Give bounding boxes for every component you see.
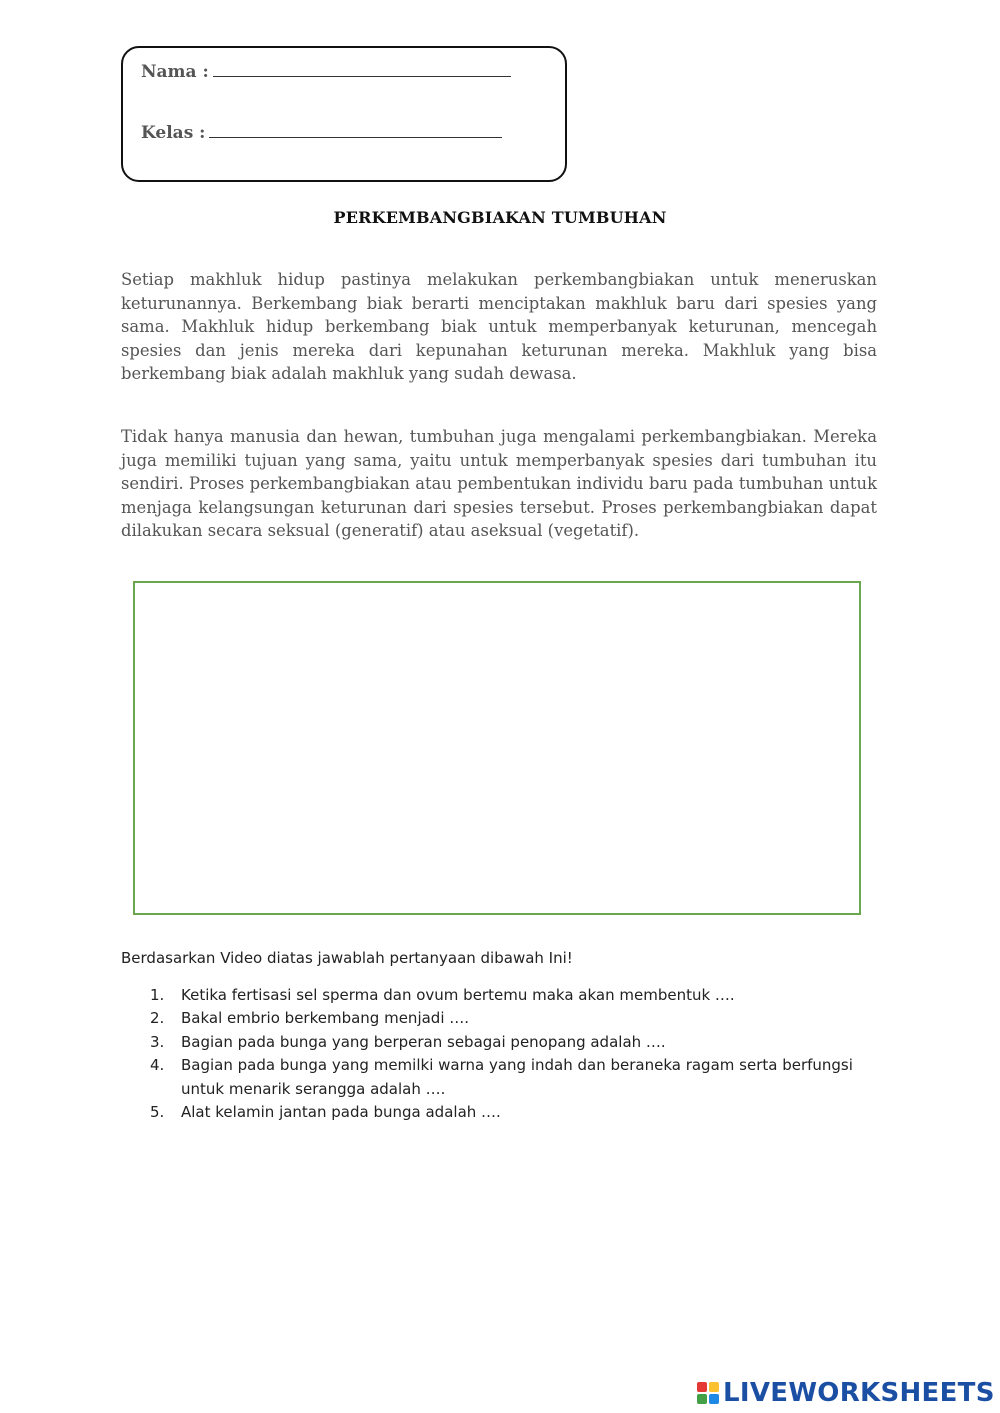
logo-square: [697, 1382, 707, 1392]
intro-paragraph-2: Tidak hanya manusia dan hewan, tumbuhan juga mengalami perkembangbiakan. Mereka juga memiliki tujuan yang sama, yaitu untuk memperbanyak spesies dari tumbuhan itu sendiri. Proses perkembangbiakan atau pembentukan individu baru pada tumbuhan untuk menjaga kelangsungan keturunan dari spesies tersebut. Proses perkembangbiakan dapat dilakukan secara seksual (generatif) atau aseksual (vegetatif).: [121, 427, 877, 541]
question-text: Ketika fertisasi sel sperma dan ovum bertemu maka akan membentuk ….: [181, 986, 735, 1004]
question-text: Bagian pada bunga yang memilki warna yang indah dan beraneka ragam serta berfungsi untuk menarik serangga adalah ….: [181, 1056, 853, 1098]
instruction-text: Berdasarkan Video diatas jawablah pertanyaan dibawah Ini!: [121, 949, 573, 967]
intro-paragraph-1: Setiap makhluk hidup pastinya melakukan perkembangbiakan untuk meneruskan keturunannya. Berkembang biak berarti menciptakan makhluk baru dari spesies yang sama. Makhluk hidup berkembang biak untuk memperbanyak keturunan, mencegah spesies dan jenis mereka dari kepunahan keturunan mereka. Makhluk yang bisa berkembang biak adalah makhluk yang sudah dewasa.: [121, 270, 877, 384]
question-number: 4.: [150, 1056, 165, 1075]
question-item: [150, 1031, 880, 1054]
question-text: Bakal embrio berkembang menjadi ….: [181, 1009, 470, 1028]
class-row: [141, 123, 502, 143]
question-item: [150, 1054, 880, 1101]
student-info-box: [121, 46, 567, 182]
logo-mark-icon: [697, 1382, 719, 1404]
logo-square: [697, 1394, 707, 1404]
question-item: [150, 984, 880, 1007]
question-item: [150, 1007, 880, 1030]
question-text: Alat kelamin jantan pada bunga adalah ….: [181, 1103, 501, 1122]
class-input-line[interactable]: [209, 123, 502, 138]
question-number: 3.: [150, 1032, 165, 1051]
page-title: PERKEMBANGBIAKAN TUMBUHAN: [333, 208, 667, 227]
question-text: Bagian pada bunga yang berperan sebagai penopang adalah ….: [181, 1032, 666, 1051]
liveworksheets-logo: [697, 1377, 995, 1409]
question-number: 2.: [150, 1009, 165, 1028]
question-item: [150, 1101, 880, 1124]
class-label: Kelas :: [141, 123, 206, 143]
logo-square: [709, 1382, 719, 1392]
name-label: Nama :: [141, 62, 209, 82]
video-frame[interactable]: [133, 581, 861, 915]
question-number: 1.: [150, 986, 165, 1004]
name-input-line[interactable]: [213, 62, 511, 77]
logo-square: [709, 1394, 719, 1404]
question-list: [150, 984, 880, 1124]
question-number: 5.: [150, 1103, 165, 1122]
name-row: [141, 62, 511, 82]
logo-text: LIVEWORKSHEETS: [723, 1378, 995, 1408]
